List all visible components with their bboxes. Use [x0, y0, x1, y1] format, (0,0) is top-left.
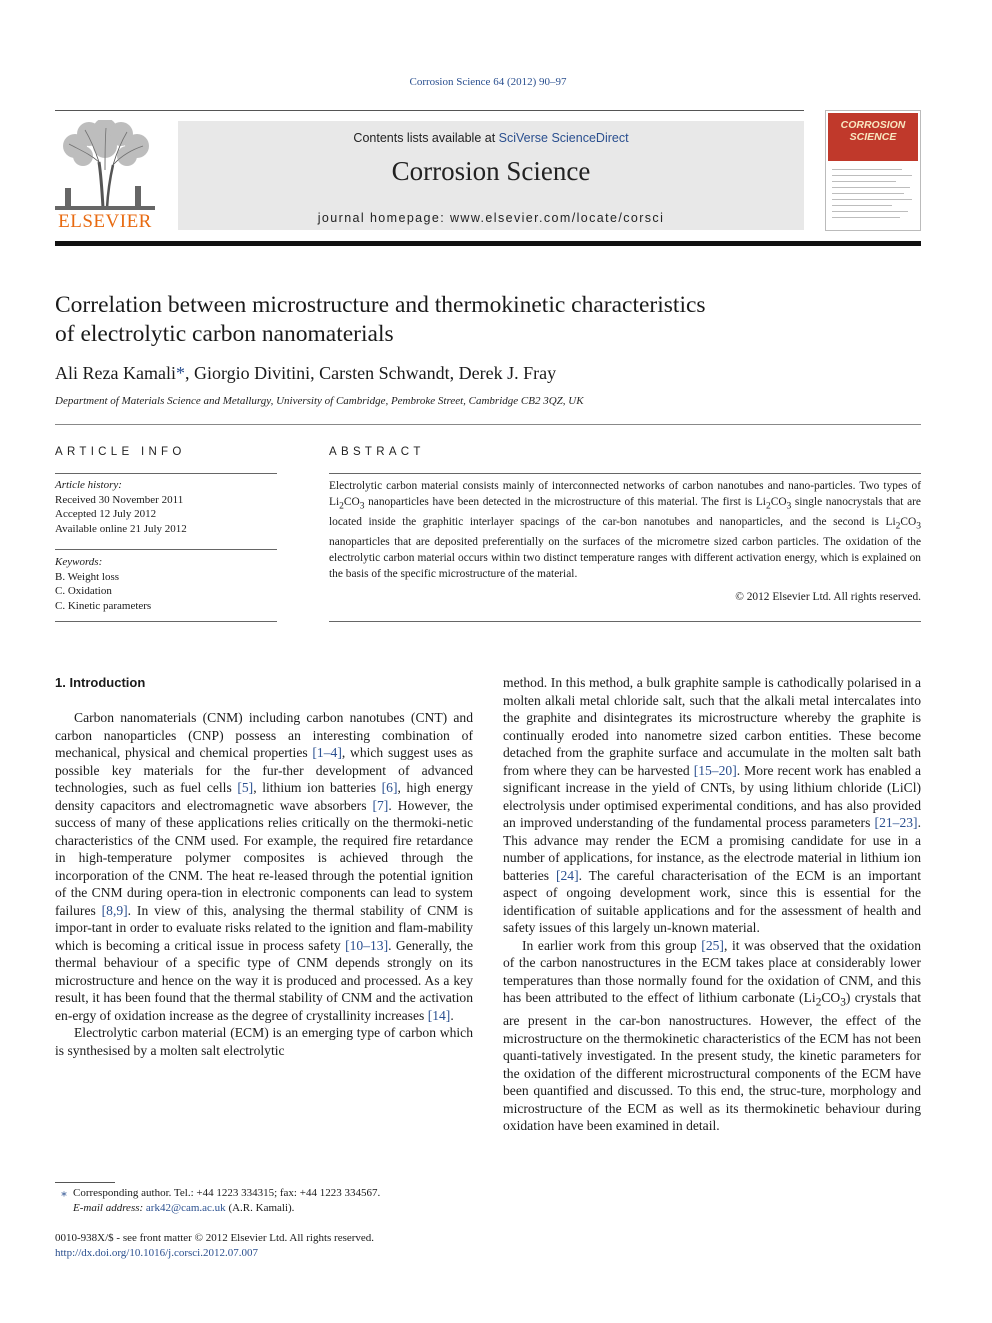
accepted-date: Accepted 12 July 2012 [55, 508, 157, 520]
email-label: E-mail address: [73, 1201, 144, 1214]
formula-part: Li [803, 990, 816, 1005]
paragraph [503, 674, 921, 937]
imprint [55, 1231, 374, 1260]
text-run: , which suggest uses as possible key materials for the fur-ther development of advanced technologies, such as fuel cells [55, 745, 474, 795]
formula-part: Li [755, 495, 766, 508]
top-rule [55, 110, 804, 111]
keywords-label: Keywords: [55, 556, 103, 568]
formula-sub: 3 [359, 501, 365, 512]
formula-sub: 3 [786, 501, 792, 512]
cover-header [828, 113, 918, 161]
cover-title [828, 119, 918, 143]
article-info-heading: ARTICLE INFO [55, 446, 186, 458]
formula-sub: 2 [339, 501, 344, 512]
formula-part: Li [329, 495, 340, 508]
citation-link[interactable]: [25] [701, 937, 724, 953]
text-run: . More recent work has enabled a significant increase in the yield of CNTs, by using lithium chloride (LiCl) electrolysis under optimised experimental conditions, and has also provided an improved understanding of the fundamental process parameters [503, 762, 921, 830]
abstract-heading: ABSTRACT [329, 446, 425, 458]
cover-text-line [832, 181, 896, 182]
formula-sub: 3 [840, 996, 846, 1009]
left-column [55, 709, 473, 1059]
article-title [55, 291, 875, 349]
citation-link[interactable]: [5] [237, 780, 254, 795]
citation-link[interactable]: [21–23] [874, 815, 918, 830]
paragraph [55, 709, 473, 1024]
cover-title-line2: SCIENCE [849, 131, 897, 143]
journal-banner [178, 121, 804, 230]
title-line: of electrolytic carbon nanomaterials [55, 321, 394, 347]
abstract-copyright: © 2012 Elsevier Ltd. All rights reserved. [735, 591, 921, 603]
keyword: C. Kinetic parameters [55, 599, 152, 612]
abstract-body [329, 479, 921, 582]
formula-sub: 2 [895, 521, 901, 532]
keyword: C. Oxidation [55, 585, 112, 597]
formula-part: Li [885, 515, 896, 528]
citation-link[interactable]: [8,9] [101, 902, 128, 918]
author-name: Ali Reza Kamali [55, 363, 176, 383]
footnote-line [55, 1186, 380, 1201]
section-heading-introduction: 1. Introduction [55, 675, 146, 690]
formula-part: CO [900, 515, 917, 528]
text-run: , high energy density capacitors and electromagnetic wave absorbers [55, 780, 473, 813]
contents-line [178, 131, 804, 145]
elsevier-wordmark: ELSEVIER [58, 211, 152, 232]
journal-name: Corrosion Science [391, 156, 591, 186]
journal-reference[interactable]: Corrosion Science 64 (2012) 90–97 [409, 76, 567, 88]
text-run: Carbon nanomaterials (CNM) including carbon nanotubes (CNT) and carbon nanoparticles (CNP) possess an interesting combination of mechanical, physical and chemical properties [55, 710, 473, 760]
text-run: method. In this method, a bulk graphite sample is cathodically polarised in a molten alkali metal chloride salt, such that the alkali metal intercalates into the graphite and disintegrates its microstructure whereby the graphite is continually eroded into nanometre sized carbon entities. These become detached from the graphite surface and accumulate in the molten salt bath from where they can be harvested [503, 675, 921, 778]
header-rule [55, 424, 921, 425]
formula-part: CO [821, 990, 841, 1005]
citation-link[interactable]: [15–20] [693, 762, 737, 778]
abstract-text-run: nanoparticles have been detected in the microstructure of this material. The first is [364, 495, 756, 508]
formula-li2co3 [329, 495, 365, 512]
text-run: . [450, 1007, 454, 1023]
cover-title-line1: CORROSION [840, 119, 906, 131]
formula-li2co3 [803, 990, 846, 1009]
author-list [55, 363, 556, 384]
email-link[interactable]: ark42@cam.ac.uk [145, 1201, 226, 1214]
cover-text-line [832, 199, 912, 200]
text-run: In earlier work from this group [522, 937, 702, 953]
abstract-rule [329, 473, 921, 474]
corresponding-author-mark[interactable]: * [175, 363, 185, 383]
citation-link[interactable]: [7] [372, 797, 389, 813]
paragraph: Electrolytic carbon material (ECM) is an emerging type of carbon which is synthesised by a molten salt electrolytic [55, 1025, 473, 1058]
contents-prefix: Contents lists available at [353, 131, 499, 145]
footnote [55, 1186, 380, 1215]
footnote-mark: ⁎ [61, 1187, 67, 1199]
right-column [503, 674, 921, 1135]
formula-li2co3 [885, 515, 921, 532]
formula-sub: 3 [916, 521, 921, 532]
cover-text-line [832, 211, 908, 212]
journal-cover-thumbnail [825, 110, 921, 231]
abstract-text-run: single nanocrystals that are located inside the graphitic interlayer spacings of the car-bon nanotubes and nanoparticles, and the second is [329, 495, 921, 528]
title-line: Correlation between microstructure and thermokinetic characteristics [55, 292, 706, 318]
front-matter-line: 0010-938X/$ - see front matter © 2012 Elsevier Ltd. All rights reserved. [55, 1232, 375, 1244]
info-rule [55, 549, 277, 550]
info-rule [55, 621, 277, 622]
cover-text-line [832, 205, 892, 206]
keyword: B. Weight loss [55, 570, 120, 583]
formula-sub: 2 [815, 996, 822, 1009]
masthead-rule [55, 241, 921, 246]
article-history [55, 478, 187, 536]
citation-link[interactable]: [24] [555, 867, 579, 883]
footnote-text: Corresponding author. Tel.: +44 1223 334315; fax: +44 1223 334567. [73, 1187, 381, 1199]
received-date: Received 30 November 2011 [55, 493, 184, 506]
text-run: , it was observed that the oxidation of the carbon nanostructures in the ECM takes place at considerably lower temperatures than those normally found for the oxidation of CNM, and this has been attributed to the effect of lithium carbonate ( [503, 937, 921, 1005]
journal-homepage[interactable]: journal homepage: www.elsevier.com/locate/corsci [317, 211, 665, 225]
keywords [55, 555, 151, 613]
cover-text-line [832, 193, 904, 194]
formula-sub: 2 [765, 501, 771, 512]
history-label: Article history: [55, 479, 122, 491]
text-run: . This advance may render the ECM a promising candidate for use in a number of applications, for instance, as the electrode material in lithium ion batteries [503, 815, 921, 883]
text-run: ) crystals that are present in the car-bon nanostructures. However, the effect of the microstructure on the thermokinetic characteristics of the ECM has not been quanti-tatively investigated. In the present study, the kinetic parameters for the oxidation of the different microstructural components of the ECM have been quantified and discussed. To this end, the struc-ture, morphology and microstructure of the ECM as well as its thermokinetic behaviour during oxidation have been examined in detail. [503, 990, 922, 1134]
footnote-text: (A.R. Kamali). [225, 1201, 295, 1214]
co-authors: , Giorgio Divitini, Carsten Schwandt, Derek J. Fray [184, 363, 557, 383]
footnote-line [55, 1201, 380, 1216]
text-run: . The careful characterisation of the ECM is an important aspect of ongoing development work, since this is essential for the identification of suitable applications and for the assessment of health and safety issues of this largely un-known material. [503, 867, 921, 935]
info-rule [55, 473, 277, 474]
formula-li2co3 [755, 495, 792, 512]
citation-link[interactable]: [6] [381, 780, 398, 795]
text-run: . However, the success of many of these applications relies critically on the thermoki-netic characteristics of the CNM used. For example, the required fire retardance in high-temperature polymer composites is achieved through the incorporation of the CNM. The heat re-leased through the potential ignition of the CNM during opera-tion in electronic components can lead to system failures [55, 797, 473, 918]
cover-text-line [832, 187, 910, 188]
formula-part: CO [343, 495, 360, 508]
text-run: . Generally, the thermal behaviour of a specific type of CNM depends strongly on its microstructure and hence on the way it is produced and processed. As a key result, it has been found that the thermal stability of CNM and the activation en-ergy of oxidation increase as the degree of crystallinity increases [55, 937, 473, 1023]
cover-text-line [832, 175, 912, 176]
citation-link[interactable]: [10–13] [345, 937, 389, 953]
paragraph [503, 937, 921, 1135]
text-run: , lithium ion batteries [253, 780, 382, 795]
formula-part: CO [770, 495, 787, 508]
footnote-rule [55, 1182, 115, 1183]
doi-link[interactable]: http://dx.doi.org/10.1016/j.corsci.2012.07.007 [55, 1246, 258, 1259]
online-date: Available online 21 July 2012 [55, 522, 187, 535]
citation-link[interactable]: [1–4] [312, 745, 342, 760]
abstract-rule [329, 621, 921, 622]
abstract-text-run: Electrolytic carbon material consists mainly of interconnected networks of carbon nanotubes and nano-particles. Two types of [329, 480, 921, 492]
text-run: . In view of this, analysing the thermal stability of CNM is impor-tant in order to evaluate risks related to the ignition and flam-mability which is becoming a critical issue in process safety [55, 902, 473, 953]
cover-text-line [832, 217, 900, 218]
cover-text-line [832, 169, 902, 170]
masthead [55, 110, 921, 248]
affiliation: Department of Materials Science and Metallurgy, University of Cambridge, Pembroke Street, Cambridge CB2 3QZ, UK [55, 395, 584, 407]
sciencedirect-link[interactable]: SciVerse ScienceDirect [498, 131, 629, 145]
abstract-text-run: nanoparticles that are deposited preferentially on the surfaces of the micrometre sized carbon particles. The oxidation of the electrolytic carbon material occurs within two distinct temperature ranges with different activation energy, which is explained on the basis of the specific microstructure of the material. [329, 535, 921, 580]
citation-link[interactable]: [14] [427, 1007, 451, 1023]
